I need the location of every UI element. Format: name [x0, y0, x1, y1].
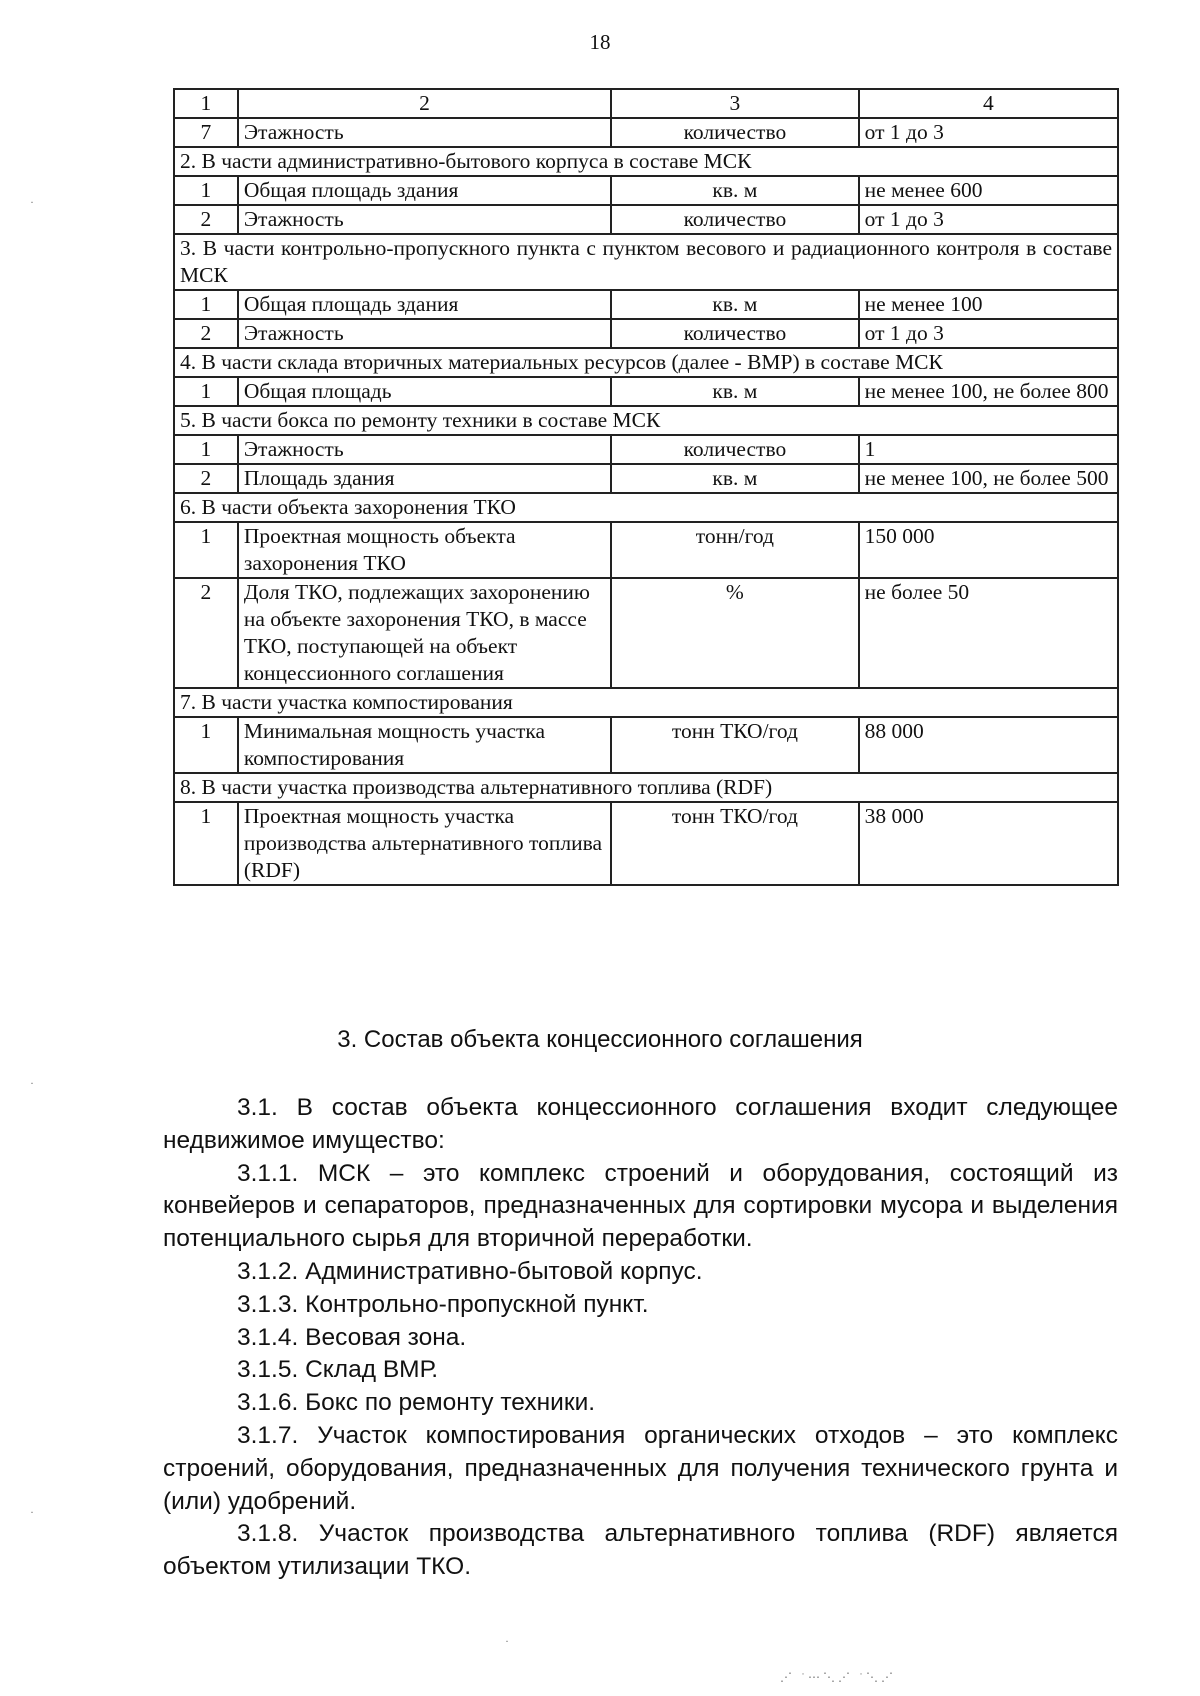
- row-value: 88 000: [859, 717, 1118, 773]
- row-unit: кв. м: [611, 377, 859, 406]
- row-number: 1: [174, 802, 238, 885]
- section-title: 6. В части объекта захоронения ТКО: [174, 493, 1118, 522]
- table-row: [174, 717, 1118, 773]
- table-row: [174, 578, 1118, 688]
- row-value: от 1 до 3: [859, 118, 1118, 147]
- row-unit: количество: [611, 435, 859, 464]
- table-section-row: [174, 147, 1118, 176]
- table-row: [174, 802, 1118, 885]
- section-heading: 3. Состав объекта концессионного соглашения: [337, 1026, 863, 1053]
- row-number: 2: [174, 464, 238, 493]
- row-name: Площадь здания: [238, 464, 611, 493]
- row-name: Этажность: [238, 205, 611, 234]
- section-title: 5. В части бокса по ремонту техники в составе МСК: [174, 406, 1118, 435]
- row-value: не менее 100: [859, 290, 1118, 319]
- table-row: [174, 435, 1118, 464]
- body-text: [163, 1092, 1118, 1584]
- row-name: Этажность: [238, 118, 611, 147]
- row-value: не менее 100, не более 800: [859, 377, 1118, 406]
- row-unit: количество: [611, 319, 859, 348]
- table-header-row: [174, 89, 1118, 118]
- table-row: [174, 464, 1118, 493]
- header-cell: 4: [859, 89, 1118, 118]
- table-row: [174, 319, 1118, 348]
- row-number: 2: [174, 205, 238, 234]
- row-unit: тонн ТКО/год: [611, 717, 859, 773]
- row-value: от 1 до 3: [859, 205, 1118, 234]
- section-title: 8. В части участка производства альтернативного топлива (RDF): [174, 773, 1118, 802]
- row-value: 1: [859, 435, 1118, 464]
- section-title: 7. В части участка компостирования: [174, 688, 1118, 717]
- table-row: [174, 290, 1118, 319]
- row-unit: кв. м: [611, 290, 859, 319]
- row-name: Проектная мощность объекта захоронения ТКО: [238, 522, 611, 578]
- row-value: 38 000: [859, 802, 1118, 885]
- row-value: от 1 до 3: [859, 319, 1118, 348]
- scan-speck: ·: [30, 1505, 34, 1519]
- table-section-row: [174, 234, 1118, 290]
- row-value: 150 000: [859, 522, 1118, 578]
- row-value: не менее 600: [859, 176, 1118, 205]
- row-name: Минимальная мощность участка компостирования: [238, 717, 611, 773]
- row-number: 1: [174, 522, 238, 578]
- table-section-row: [174, 688, 1118, 717]
- section-title: 4. В части склада вторичных материальных ресурсов (далее - ВМР) в составе МСК: [174, 348, 1118, 377]
- row-name: Общая площадь здания: [238, 176, 611, 205]
- row-number: 1: [174, 435, 238, 464]
- row-value: не менее 100, не более 500: [859, 464, 1118, 493]
- specifications-table: [173, 88, 1119, 886]
- row-name: Доля ТКО, подлежащих захоронению на объекте захоронения ТКО, в массе ТКО, поступающей на объект концессионного соглашения: [238, 578, 611, 688]
- paragraph: 3.1.6. Бокс по ремонту техники.: [237, 1389, 596, 1417]
- table-section-row: [174, 773, 1118, 802]
- row-unit: кв. м: [611, 464, 859, 493]
- row-unit: кв. м: [611, 176, 859, 205]
- paragraph: 3.1.8. Участок производства альтернативного топлива (RDF) является объектом утилизации ТКО.: [163, 1520, 1118, 1581]
- row-name: Общая площадь: [238, 377, 611, 406]
- row-number: 7: [174, 118, 238, 147]
- row-value: не более 50: [859, 578, 1118, 688]
- row-number: 2: [174, 578, 238, 688]
- row-name: Проектная мощность участка производства альтернативного топлива (RDF): [238, 802, 611, 885]
- paragraph: 3.1.4. Весовая зона.: [237, 1323, 467, 1351]
- paragraph: 3.1.3. Контрольно-пропускной пункт.: [237, 1290, 649, 1318]
- paragraph: 3.1. В состав объекта концессионного соглашения входит следующее недвижимое имущество:: [163, 1094, 1118, 1154]
- table-row: [174, 176, 1118, 205]
- header-cell: 2: [238, 89, 611, 118]
- header-cell: 1: [174, 89, 238, 118]
- paragraph: 3.1.2. Административно-бытовой корпус.: [237, 1257, 703, 1285]
- section-title: 2. В части административно-бытового корпуса в составе МСК: [174, 147, 1118, 176]
- row-name: Общая площадь здания: [238, 290, 611, 319]
- row-name: Этажность: [238, 435, 611, 464]
- table-section-row: [174, 348, 1118, 377]
- row-number: 1: [174, 176, 238, 205]
- paragraph: 3.1.5. Склад ВМР.: [237, 1356, 439, 1384]
- row-number: 1: [174, 717, 238, 773]
- table-section-row: [174, 493, 1118, 522]
- row-unit: количество: [611, 118, 859, 147]
- table-row: [174, 377, 1118, 406]
- table-row: [174, 118, 1118, 147]
- section-title: 3. В части контрольно-пропускного пункта с пунктом весового и радиационного контроля в составе МСК: [174, 234, 1118, 290]
- table-section-row: [174, 406, 1118, 435]
- table-row: [174, 205, 1118, 234]
- row-unit: тонн/год: [611, 522, 859, 578]
- row-number: 2: [174, 319, 238, 348]
- row-unit: %: [611, 578, 859, 688]
- scan-speck: ·: [30, 1076, 34, 1090]
- row-unit: количество: [611, 205, 859, 234]
- row-unit: тонн ТКО/год: [611, 802, 859, 885]
- row-number: 1: [174, 290, 238, 319]
- page-number: 18: [589, 30, 611, 54]
- row-number: 1: [174, 377, 238, 406]
- scan-noise: ⋰ ˙⋯⋱⋰ ˙⋱⋰: [780, 1670, 896, 1684]
- header-cell: 3: [611, 89, 859, 118]
- table-row: [174, 522, 1118, 578]
- scan-speck: ·: [505, 1634, 509, 1648]
- paragraph: 3.1.7. Участок компостирования органических отходов – это комплекс строений, оборудования, предназначенных для получения технического грунта и (или) удобрений.: [163, 1421, 1118, 1515]
- row-name: Этажность: [238, 319, 611, 348]
- scan-speck: ·: [30, 195, 34, 209]
- paragraph: 3.1.1. МСК – это комплекс строений и оборудования, состоящий из конвейеров и сепараторов, предназначенных для сортировки мусора и выделения потенциального сырья для вторичной переработки.: [163, 1159, 1118, 1253]
